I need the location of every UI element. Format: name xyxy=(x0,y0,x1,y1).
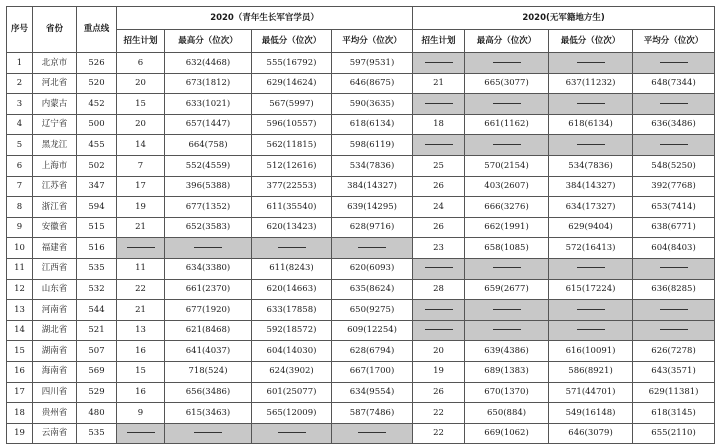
cell-max: 661(1162) xyxy=(465,114,549,135)
cell-max: 670(1370) xyxy=(465,382,549,403)
cell-avg: 653(7414) xyxy=(633,197,715,218)
group-header-military-cadets: 2020（青年生长军官学员） xyxy=(117,7,413,30)
cell-min: 567(5997) xyxy=(252,94,332,115)
admission-score-table-wrapper xyxy=(6,6,715,444)
cell-max: 662(1991) xyxy=(465,217,549,238)
cell-max: 665(3077) xyxy=(465,73,549,94)
table-row xyxy=(7,382,715,403)
cell-plan: 26 xyxy=(413,176,465,197)
cell-key-line: 516 xyxy=(77,238,117,259)
empty-dash xyxy=(493,144,521,145)
table-row xyxy=(7,320,715,341)
cell-key-line: 535 xyxy=(77,423,117,444)
cell-plan: 7 xyxy=(117,155,165,176)
empty-dash xyxy=(493,62,521,63)
cell-min: 592(18572) xyxy=(252,320,332,341)
cell-plan xyxy=(413,53,465,74)
col-header-plan: 招生计划 xyxy=(117,30,165,53)
table-row xyxy=(7,94,715,115)
cell-min: 611(8243) xyxy=(252,258,332,279)
empty-dash xyxy=(425,267,453,268)
cell-avg: 597(9531) xyxy=(332,53,413,74)
cell-avg: 392(7768) xyxy=(633,176,715,197)
cell-max: 632(4468) xyxy=(165,53,252,74)
cell-max: 657(1447) xyxy=(165,114,252,135)
cell-key-line: 520 xyxy=(77,73,117,94)
cell-avg: 639(14295) xyxy=(332,197,413,218)
cell-min: 624(3902) xyxy=(252,361,332,382)
cell-min: 629(14624) xyxy=(252,73,332,94)
cell-avg xyxy=(633,94,715,115)
cell-plan: 25 xyxy=(413,155,465,176)
cell-max: 677(1352) xyxy=(165,197,252,218)
cell-avg: 587(7486) xyxy=(332,403,413,424)
cell-max: 570(2154) xyxy=(465,155,549,176)
cell-avg: 604(8403) xyxy=(633,238,715,259)
table-header xyxy=(7,7,715,53)
cell-avg: 635(8624) xyxy=(332,279,413,300)
cell-max: 661(2370) xyxy=(165,279,252,300)
cell-key-line: 569 xyxy=(77,361,117,382)
cell-seq: 12 xyxy=(7,279,33,300)
cell-key-line: 535 xyxy=(77,258,117,279)
cell-avg: 618(6134) xyxy=(332,114,413,135)
empty-dash xyxy=(577,144,605,145)
cell-min: 384(14327) xyxy=(549,176,633,197)
cell-max xyxy=(465,320,549,341)
cell-province: 湖南省 xyxy=(33,341,77,362)
cell-avg: 628(9716) xyxy=(332,217,413,238)
cell-key-line: 544 xyxy=(77,300,117,321)
empty-dash xyxy=(577,309,605,310)
cell-max: 650(884) xyxy=(465,403,549,424)
cell-plan: 22 xyxy=(413,423,465,444)
cell-max: 666(3276) xyxy=(465,197,549,218)
cell-min: 611(35540) xyxy=(252,197,332,218)
empty-dash xyxy=(425,62,453,63)
cell-avg: 636(3486) xyxy=(633,114,715,135)
cell-province: 云南省 xyxy=(33,423,77,444)
cell-province: 贵州省 xyxy=(33,403,77,424)
cell-avg xyxy=(633,53,715,74)
cell-avg: 598(6119) xyxy=(332,135,413,156)
col-header-min: 最低分（位次） xyxy=(549,30,633,53)
empty-dash xyxy=(493,329,521,330)
cell-min: 512(12616) xyxy=(252,155,332,176)
cell-min: 562(11815) xyxy=(252,135,332,156)
cell-max xyxy=(465,94,549,115)
cell-seq: 5 xyxy=(7,135,33,156)
col-header-max: 最高分（位次） xyxy=(465,30,549,53)
cell-province: 海南省 xyxy=(33,361,77,382)
cell-province: 湖北省 xyxy=(33,320,77,341)
cell-province: 河南省 xyxy=(33,300,77,321)
cell-province: 四川省 xyxy=(33,382,77,403)
table-row xyxy=(7,361,715,382)
cell-plan: 23 xyxy=(413,238,465,259)
cell-avg: 609(12254) xyxy=(332,320,413,341)
cell-min: 534(7836) xyxy=(549,155,633,176)
table-row xyxy=(7,217,715,238)
cell-avg xyxy=(633,300,715,321)
cell-min: 615(17224) xyxy=(549,279,633,300)
cell-plan: 18 xyxy=(413,114,465,135)
empty-dash xyxy=(577,62,605,63)
cell-province: 北京市 xyxy=(33,53,77,74)
cell-min xyxy=(252,238,332,259)
cell-avg: 590(3635) xyxy=(332,94,413,115)
empty-dash xyxy=(425,144,453,145)
cell-min xyxy=(549,320,633,341)
col-header-min: 最低分（位次） xyxy=(252,30,332,53)
cell-max xyxy=(465,135,549,156)
cell-province: 黑龙江 xyxy=(33,135,77,156)
cell-plan: 20 xyxy=(117,73,165,94)
cell-max: 639(4386) xyxy=(465,341,549,362)
cell-plan xyxy=(413,94,465,115)
table-row xyxy=(7,300,715,321)
empty-dash xyxy=(127,432,155,433)
cell-min: 633(17858) xyxy=(252,300,332,321)
cell-avg: 534(7836) xyxy=(332,155,413,176)
cell-max: 656(3486) xyxy=(165,382,252,403)
cell-avg: 634(9554) xyxy=(332,382,413,403)
col-header-avg: 平均分（位次） xyxy=(633,30,715,53)
cell-province: 内蒙古 xyxy=(33,94,77,115)
table-row xyxy=(7,176,715,197)
cell-plan: 16 xyxy=(117,382,165,403)
cell-key-line: 515 xyxy=(77,217,117,238)
table-row xyxy=(7,403,715,424)
cell-max: 396(5388) xyxy=(165,176,252,197)
cell-avg: 548(5250) xyxy=(633,155,715,176)
group-header-civilian-students: 2020(无军籍地方生) xyxy=(413,7,715,30)
cell-seq: 4 xyxy=(7,114,33,135)
cell-plan: 24 xyxy=(413,197,465,218)
cell-avg: 646(8675) xyxy=(332,73,413,94)
cell-plan: 19 xyxy=(413,361,465,382)
cell-plan: 26 xyxy=(413,217,465,238)
cell-province: 安徽省 xyxy=(33,217,77,238)
cell-min xyxy=(549,94,633,115)
cell-seq: 19 xyxy=(7,423,33,444)
col-header-seq: 序号 xyxy=(7,7,33,53)
cell-max: 718(524) xyxy=(165,361,252,382)
cell-max: 633(1021) xyxy=(165,94,252,115)
cell-max xyxy=(465,258,549,279)
cell-avg xyxy=(633,135,715,156)
cell-min xyxy=(549,135,633,156)
cell-plan: 21 xyxy=(117,300,165,321)
cell-plan: 20 xyxy=(117,114,165,135)
cell-plan: 21 xyxy=(413,73,465,94)
cell-key-line: 507 xyxy=(77,341,117,362)
cell-seq: 7 xyxy=(7,176,33,197)
cell-key-line: 480 xyxy=(77,403,117,424)
cell-min: 549(16148) xyxy=(549,403,633,424)
cell-plan: 14 xyxy=(117,135,165,156)
cell-key-line: 500 xyxy=(77,114,117,135)
cell-min xyxy=(252,423,332,444)
cell-max: 615(3463) xyxy=(165,403,252,424)
cell-avg: 638(6771) xyxy=(633,217,715,238)
cell-plan: 21 xyxy=(117,217,165,238)
cell-avg: 629(11381) xyxy=(633,382,715,403)
cell-seq: 1 xyxy=(7,53,33,74)
cell-avg: 636(8285) xyxy=(633,279,715,300)
cell-key-line: 347 xyxy=(77,176,117,197)
cell-province: 福建省 xyxy=(33,238,77,259)
cell-key-line: 521 xyxy=(77,320,117,341)
cell-seq: 8 xyxy=(7,197,33,218)
cell-seq: 10 xyxy=(7,238,33,259)
table-row xyxy=(7,73,715,94)
table-body xyxy=(7,53,715,444)
col-header-key-line: 重点线 xyxy=(77,7,117,53)
cell-seq: 15 xyxy=(7,341,33,362)
cell-max: 659(2677) xyxy=(465,279,549,300)
cell-max: 621(8468) xyxy=(165,320,252,341)
table-row xyxy=(7,341,715,362)
cell-min: 555(16792) xyxy=(252,53,332,74)
empty-dash xyxy=(425,103,453,104)
cell-min xyxy=(549,53,633,74)
empty-dash xyxy=(358,432,386,433)
cell-min: 601(25077) xyxy=(252,382,332,403)
cell-avg xyxy=(332,238,413,259)
cell-plan: 6 xyxy=(117,53,165,74)
cell-plan xyxy=(413,320,465,341)
cell-max xyxy=(465,53,549,74)
cell-seq: 9 xyxy=(7,217,33,238)
col-header-plan: 招生计划 xyxy=(413,30,465,53)
cell-key-line: 452 xyxy=(77,94,117,115)
cell-min xyxy=(549,300,633,321)
cell-max: 634(3380) xyxy=(165,258,252,279)
cell-avg xyxy=(633,320,715,341)
empty-dash xyxy=(278,432,306,433)
cell-key-line: 594 xyxy=(77,197,117,218)
admission-score-table xyxy=(6,6,715,444)
cell-max xyxy=(465,300,549,321)
empty-dash xyxy=(278,247,306,248)
empty-dash xyxy=(660,103,688,104)
table-row xyxy=(7,53,715,74)
empty-dash xyxy=(577,103,605,104)
empty-dash xyxy=(358,247,386,248)
empty-dash xyxy=(660,62,688,63)
empty-dash xyxy=(194,432,222,433)
empty-dash xyxy=(194,247,222,248)
cell-max: 689(1383) xyxy=(465,361,549,382)
cell-plan xyxy=(413,258,465,279)
cell-min xyxy=(549,258,633,279)
cell-max: 664(758) xyxy=(165,135,252,156)
cell-max: 552(4559) xyxy=(165,155,252,176)
cell-seq: 18 xyxy=(7,403,33,424)
cell-min: 596(10557) xyxy=(252,114,332,135)
cell-min: 572(16413) xyxy=(549,238,633,259)
cell-min: 634(17327) xyxy=(549,197,633,218)
cell-seq: 11 xyxy=(7,258,33,279)
cell-max xyxy=(165,238,252,259)
cell-plan xyxy=(117,423,165,444)
cell-avg: 667(1700) xyxy=(332,361,413,382)
table-row xyxy=(7,155,715,176)
cell-min: 618(6134) xyxy=(549,114,633,135)
table-row xyxy=(7,135,715,156)
col-header-avg: 平均分（位次） xyxy=(332,30,413,53)
cell-key-line: 502 xyxy=(77,155,117,176)
empty-dash xyxy=(660,329,688,330)
cell-avg: 628(6794) xyxy=(332,341,413,362)
empty-dash xyxy=(493,267,521,268)
cell-max xyxy=(165,423,252,444)
empty-dash xyxy=(660,309,688,310)
cell-plan: 15 xyxy=(117,94,165,115)
cell-max: 669(1062) xyxy=(465,423,549,444)
cell-plan: 20 xyxy=(413,341,465,362)
empty-dash xyxy=(577,267,605,268)
cell-min: 571(44701) xyxy=(549,382,633,403)
cell-plan: 9 xyxy=(117,403,165,424)
cell-seq: 13 xyxy=(7,300,33,321)
cell-avg: 650(9275) xyxy=(332,300,413,321)
cell-plan xyxy=(413,135,465,156)
cell-plan: 16 xyxy=(117,341,165,362)
cell-max: 652(3583) xyxy=(165,217,252,238)
cell-plan: 17 xyxy=(117,176,165,197)
cell-province: 浙江省 xyxy=(33,197,77,218)
cell-min: 565(12009) xyxy=(252,403,332,424)
empty-dash xyxy=(660,267,688,268)
cell-avg: 618(3145) xyxy=(633,403,715,424)
cell-max: 677(1920) xyxy=(165,300,252,321)
cell-province: 江西省 xyxy=(33,258,77,279)
col-header-province: 省份 xyxy=(33,7,77,53)
cell-plan: 15 xyxy=(117,361,165,382)
cell-avg: 655(2110) xyxy=(633,423,715,444)
empty-dash xyxy=(493,309,521,310)
empty-dash xyxy=(425,329,453,330)
cell-avg: 643(3571) xyxy=(633,361,715,382)
cell-min: 604(14030) xyxy=(252,341,332,362)
empty-dash xyxy=(660,144,688,145)
cell-plan: 11 xyxy=(117,258,165,279)
table-row xyxy=(7,114,715,135)
cell-seq: 14 xyxy=(7,320,33,341)
cell-avg: 626(7278) xyxy=(633,341,715,362)
table-row xyxy=(7,279,715,300)
empty-dash xyxy=(577,329,605,330)
empty-dash xyxy=(127,247,155,248)
cell-plan: 19 xyxy=(117,197,165,218)
cell-max: 403(2607) xyxy=(465,176,549,197)
cell-min: 629(9404) xyxy=(549,217,633,238)
cell-key-line: 526 xyxy=(77,53,117,74)
cell-plan: 13 xyxy=(117,320,165,341)
table-row xyxy=(7,423,715,444)
cell-seq: 3 xyxy=(7,94,33,115)
cell-province: 上海市 xyxy=(33,155,77,176)
cell-plan: 22 xyxy=(117,279,165,300)
cell-seq: 17 xyxy=(7,382,33,403)
cell-plan xyxy=(117,238,165,259)
table-row xyxy=(7,197,715,218)
empty-dash xyxy=(493,103,521,104)
cell-province: 江苏省 xyxy=(33,176,77,197)
cell-plan: 28 xyxy=(413,279,465,300)
cell-key-line: 455 xyxy=(77,135,117,156)
cell-province: 河北省 xyxy=(33,73,77,94)
cell-plan xyxy=(413,300,465,321)
cell-max: 641(4037) xyxy=(165,341,252,362)
cell-key-line: 529 xyxy=(77,382,117,403)
cell-avg: 620(6093) xyxy=(332,258,413,279)
cell-min: 620(13423) xyxy=(252,217,332,238)
cell-min: 646(3079) xyxy=(549,423,633,444)
cell-max: 658(1085) xyxy=(465,238,549,259)
cell-min: 616(10091) xyxy=(549,341,633,362)
cell-avg xyxy=(633,258,715,279)
cell-avg: 648(7344) xyxy=(633,73,715,94)
table-row xyxy=(7,258,715,279)
cell-max: 673(1812) xyxy=(165,73,252,94)
cell-plan: 22 xyxy=(413,403,465,424)
cell-plan: 26 xyxy=(413,382,465,403)
cell-avg xyxy=(332,423,413,444)
cell-min: 620(14663) xyxy=(252,279,332,300)
cell-seq: 16 xyxy=(7,361,33,382)
cell-seq: 2 xyxy=(7,73,33,94)
cell-key-line: 532 xyxy=(77,279,117,300)
cell-province: 山东省 xyxy=(33,279,77,300)
cell-avg: 384(14327) xyxy=(332,176,413,197)
cell-min: 637(11232) xyxy=(549,73,633,94)
cell-seq: 6 xyxy=(7,155,33,176)
table-row xyxy=(7,238,715,259)
cell-min: 586(8921) xyxy=(549,361,633,382)
cell-min: 377(22553) xyxy=(252,176,332,197)
empty-dash xyxy=(425,309,453,310)
cell-province: 辽宁省 xyxy=(33,114,77,135)
col-header-max: 最高分（位次） xyxy=(165,30,252,53)
